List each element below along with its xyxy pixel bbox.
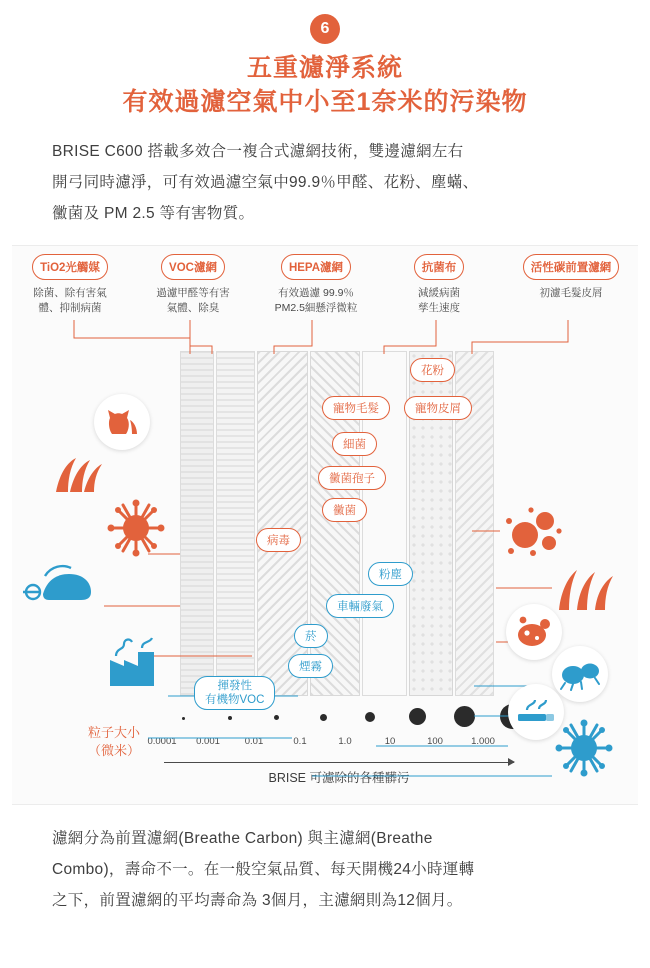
layer-antibacterial-desc bbox=[389, 286, 489, 316]
vacuum-cleaner-icon bbox=[18, 556, 98, 608]
intro-line-1: BRISE C600 搭載多效合一複合式濾網技術，雙邊濾網左右 bbox=[52, 142, 464, 160]
filter-slab-1 bbox=[180, 351, 214, 696]
pollutant-label-dust: 粉塵 bbox=[368, 562, 413, 586]
layer-tio2 bbox=[20, 254, 120, 316]
layer-hepa-desc-1: 有效過濾 99.9％ bbox=[278, 286, 354, 299]
layer-antibacterial-desc-2: 孳生速度 bbox=[418, 301, 460, 314]
layer-antibacterial bbox=[389, 254, 489, 316]
layer-voc bbox=[143, 254, 243, 316]
tick-5: 10 bbox=[384, 735, 396, 747]
layer-hepa bbox=[266, 254, 366, 316]
size-dot-5 bbox=[365, 712, 375, 722]
pollutant-label-pollen: 花粉 bbox=[410, 358, 455, 382]
pollutant-label-voc bbox=[194, 676, 275, 711]
tick-2: 0.01 bbox=[244, 735, 264, 747]
footer-line-2: Combo)，壽命不一。在一般空氣品質、每天開機24小時運轉 bbox=[52, 860, 475, 878]
layer-voc-desc-2: 氣體、除臭 bbox=[166, 301, 220, 314]
size-dot-2 bbox=[228, 716, 232, 720]
filter-slab-2 bbox=[216, 351, 255, 696]
pollutant-label-pet-hair: 寵物毛髮 bbox=[322, 396, 390, 420]
layer-antibacterial-desc-1: 減緩病菌 bbox=[418, 286, 460, 299]
tick-7: 1.000 bbox=[471, 735, 495, 747]
layer-carbon-pill: 活性碳前置濾網 bbox=[523, 254, 620, 280]
tick-4: 1.0 bbox=[338, 735, 352, 747]
mold-icon bbox=[506, 604, 562, 660]
layer-carbon-desc bbox=[512, 286, 630, 301]
layer-tio2-desc-2: 體、抑制病菌 bbox=[38, 301, 102, 314]
pollutant-label-bacteria: 細菌 bbox=[332, 432, 377, 456]
layer-tio2-desc-1: 除菌、除有害氣 bbox=[33, 286, 107, 299]
filter-diagram bbox=[12, 245, 638, 805]
pollutant-label-haze: 煙霧 bbox=[288, 654, 333, 678]
mite-icon bbox=[552, 646, 608, 702]
layer-carbon-desc-1: 初濾毛髮皮屑 bbox=[539, 286, 603, 299]
pollutant-label-mold-spore: 黴菌孢子 bbox=[318, 466, 386, 490]
size-dot-4 bbox=[320, 714, 327, 721]
pet-cat-icon bbox=[94, 394, 150, 450]
pollutant-label-vehicle-exhaust: 車輛廢氣 bbox=[326, 594, 394, 618]
layer-hepa-desc-2: PM2.5細懸浮微粒 bbox=[274, 301, 358, 314]
title-line-1: 五重濾淨系統 bbox=[246, 54, 403, 82]
tick-3: 0.1 bbox=[293, 735, 307, 747]
size-dot-6 bbox=[409, 708, 426, 725]
intro-paragraph bbox=[52, 136, 598, 229]
layer-tio2-pill: TiO2光觸媒 bbox=[32, 254, 108, 280]
germ-icon bbox=[552, 562, 618, 618]
layer-voc-desc-1: 過濾甲醛等有害 bbox=[156, 286, 230, 299]
layer-tag-row bbox=[12, 254, 638, 316]
scale-caption: BRISE 可濾除的各種髒污 bbox=[268, 770, 410, 785]
layer-tio2-desc bbox=[20, 286, 120, 316]
layer-carbon bbox=[512, 254, 630, 316]
axis-label-line1: 粒子大小 bbox=[87, 724, 140, 740]
fur-icon bbox=[50, 452, 106, 498]
intro-line-2: 開弓同時濾淨，可有效過濾空氣中99.9％甲醛、花粉、塵蟎、 bbox=[52, 173, 479, 191]
step-number-badge: 6 bbox=[310, 14, 340, 44]
intro-line-3: 黴菌及 PM 2.5 等有害物質。 bbox=[52, 204, 255, 222]
axis-label-line2: （微米） bbox=[87, 743, 140, 759]
layer-voc-desc bbox=[143, 286, 243, 316]
pollutant-label-smoke-tobacco: 菸 bbox=[294, 624, 328, 648]
pollutant-label-voc-line1: 揮發性 bbox=[217, 679, 252, 692]
virus-blue-icon bbox=[552, 718, 616, 778]
footer-line-3: 之下，前置濾網的平均壽命為 3個月，主濾網則為12個月。 bbox=[52, 891, 463, 909]
layer-hepa-desc bbox=[266, 286, 366, 316]
pollen-virus-icon bbox=[500, 504, 564, 560]
layer-antibacterial-pill: 抗菌布 bbox=[414, 254, 465, 280]
size-dot-3 bbox=[274, 715, 279, 720]
tick-0: 0.0001 bbox=[147, 735, 177, 747]
size-dot-7 bbox=[454, 706, 475, 727]
footer-paragraph bbox=[52, 823, 598, 916]
layer-voc-pill: VOC濾網 bbox=[161, 254, 225, 280]
tick-6: 100 bbox=[427, 735, 443, 747]
pollutant-label-pet-dander: 寵物皮屑 bbox=[404, 396, 472, 420]
scale-arrow-line bbox=[164, 762, 514, 763]
pollutant-label-mold: 黴菌 bbox=[322, 498, 367, 522]
bacteria-icon bbox=[104, 498, 168, 558]
layer-hepa-pill: HEPA濾網 bbox=[281, 254, 351, 280]
tick-1: 0.001 bbox=[196, 735, 220, 747]
pollutant-label-virus: 病毒 bbox=[256, 528, 301, 552]
factory-smoke-icon bbox=[102, 634, 164, 690]
pollutant-label-voc-line2: 有機物VOC bbox=[205, 693, 265, 706]
size-dot-1 bbox=[182, 717, 185, 720]
footer-line-1: 濾網分為前置濾網(Breathe Carbon) 與主濾網(Breathe bbox=[52, 829, 433, 847]
title-line-2: 有效過濾空氣中小至1奈米的污染物 bbox=[122, 87, 528, 116]
page-title bbox=[0, 52, 650, 120]
